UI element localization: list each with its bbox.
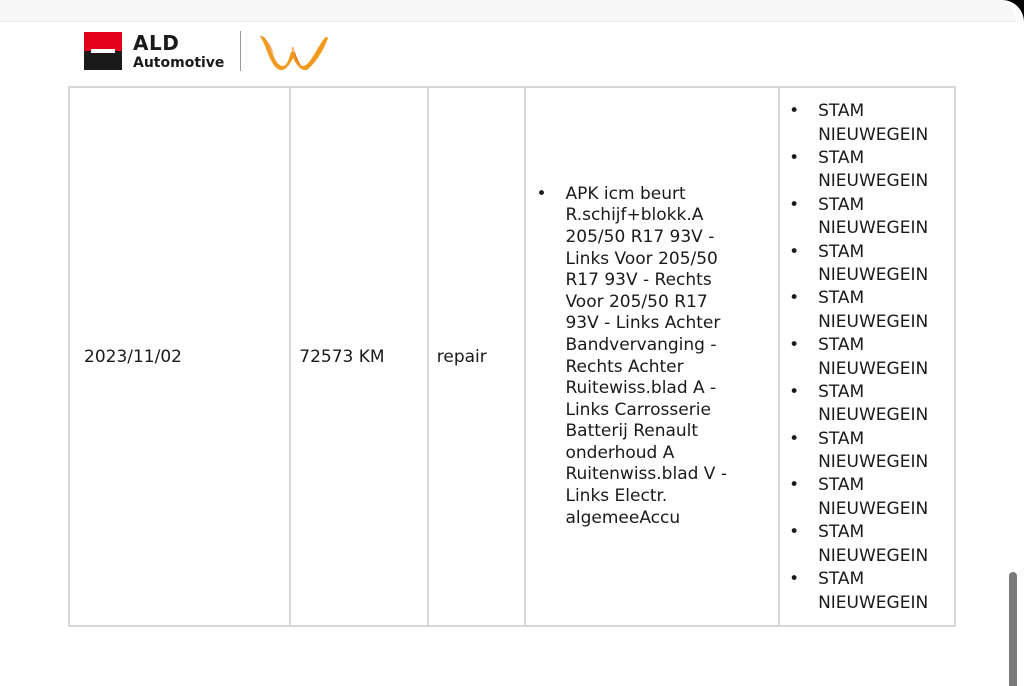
- bullet-icon: •: [789, 288, 800, 309]
- location-text: STAM NIEUWEGEIN: [818, 241, 929, 285]
- location-list-item: [789, 287, 942, 334]
- location-list-item: [789, 100, 942, 147]
- bullet-icon: •: [789, 569, 800, 590]
- location-list-item: [789, 521, 942, 568]
- scrollbar-thumb[interactable]: [1009, 572, 1017, 686]
- location-list-item: [789, 381, 942, 428]
- location-text: STAM NIEUWEGEIN: [818, 475, 929, 519]
- location-cell: [779, 87, 955, 626]
- location-text: STAM NIEUWEGEIN: [818, 335, 929, 379]
- ald-brand-text: [133, 30, 225, 71]
- bullet-icon: •: [789, 381, 800, 402]
- location-list-item: [789, 474, 942, 521]
- location-list-item: [789, 568, 942, 615]
- bullet-icon: •: [789, 241, 800, 262]
- location-text: STAM NIEUWEGEIN: [818, 147, 929, 192]
- location-list-item: [789, 428, 942, 475]
- service-history-table: [68, 86, 956, 627]
- location-text: STAM NIEUWEGEIN: [818, 194, 929, 239]
- logo-divider: [240, 31, 241, 71]
- bullet-icon: •: [789, 147, 800, 168]
- type-cell: repair: [428, 87, 526, 626]
- location-text: STAM NIEUWEGEIN: [818, 288, 929, 332]
- location-list-item: [789, 241, 942, 288]
- location-list-item: [789, 194, 942, 241]
- mileage-cell: 72573 KM: [290, 87, 427, 626]
- table-row: [69, 87, 955, 626]
- brand-name: ALD: [133, 30, 180, 55]
- bullet-icon: •: [789, 475, 800, 496]
- document-header: [84, 30, 329, 72]
- description-text: APK icm beurt R.schijf+blokk.A 205/50 R17 93V - Links Voor 205/50 R17 93V - Rechts Voor 205/50 R17 93V - Links Achter Bandvervanging - Rechts Achter Ruitewiss.blad A - Links Carrosserie Batterij Renault onderhoud A Ruitenwiss.blad V - Links Electr. algemeeAccu: [565, 183, 727, 528]
- location-text: STAM NIEUWEGEIN: [818, 101, 929, 145]
- description-list-item: [536, 184, 766, 530]
- bullet-icon: •: [789, 101, 800, 122]
- bullet-icon: •: [789, 428, 800, 449]
- bullet-icon: •: [789, 194, 800, 215]
- date-cell: 2023/11/02: [69, 87, 290, 626]
- location-list: [789, 98, 942, 615]
- description-cell: [525, 87, 779, 626]
- bullet-icon: •: [536, 183, 547, 204]
- brand-subtitle: Automotive: [133, 54, 225, 71]
- location-text: STAM NIEUWEGEIN: [818, 569, 929, 613]
- location-list-item: [789, 147, 942, 194]
- leaseplan-logo-icon: [257, 30, 329, 72]
- location-text: STAM NIEUWEGEIN: [818, 428, 929, 473]
- bullet-icon: •: [789, 335, 800, 356]
- bullet-icon: •: [789, 522, 800, 543]
- partner-wordmark: LeasePlan: [279, 47, 310, 54]
- location-list-item: [789, 334, 942, 381]
- location-text: STAM NIEUWEGEIN: [818, 522, 929, 566]
- top-strip: [0, 0, 1016, 22]
- location-text: STAM NIEUWEGEIN: [818, 381, 929, 426]
- ald-logo-icon: [84, 32, 122, 70]
